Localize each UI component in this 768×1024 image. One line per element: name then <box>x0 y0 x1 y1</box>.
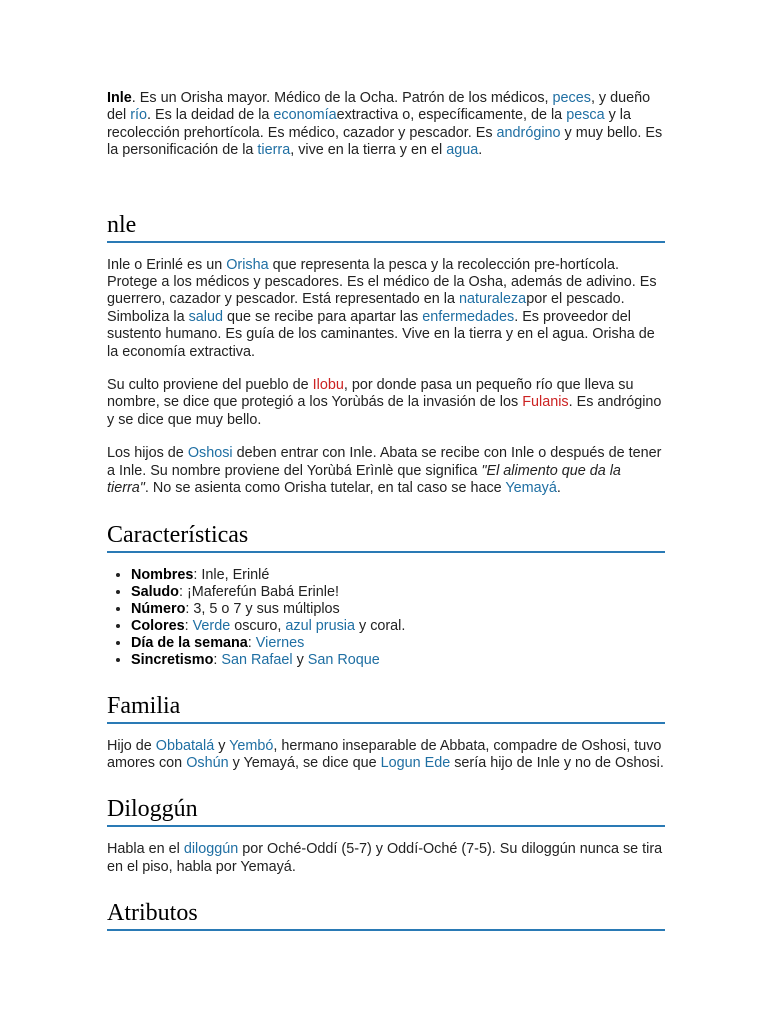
link-androgino[interactable]: andrógino <box>496 124 561 141</box>
caracteristicas-list <box>107 567 665 669</box>
link-viernes[interactable]: Viernes <box>255 634 305 651</box>
link-obbatala[interactable]: Obbatalá <box>155 737 215 754</box>
diloggun-paragraph: Habla en el diloggún por Oché-Oddí (5-7) y Oddí-Oché (7-5). Su diloggún nunca se tira en el piso, habla por Yemayá. <box>107 841 663 875</box>
heading-diloggun: Diloggún <box>107 794 665 827</box>
link-peces[interactable]: peces <box>552 90 591 106</box>
link-san-roque[interactable]: San Roque <box>307 651 380 668</box>
link-yemaya[interactable]: Yemayá <box>505 480 557 497</box>
link-logun-ede[interactable]: Logun Ede <box>380 754 451 771</box>
nle-paragraph-2: Su culto proviene del pueblo de Ilobu, por donde pasa un pequeño río que lleva su nombre, se dice que protegió a los Yorùbás de la invasión de los Fulanis. Es andrógino y se dice que muy bello. <box>107 377 662 428</box>
intro-name: Inle <box>107 90 132 106</box>
quote-meaning: "El alimento que da la tierra" <box>107 462 621 497</box>
list-item: • Nombres: Inle, Erinlé <box>131 567 665 584</box>
nle-paragraph-3: Los hijos de Oshosi deben entrar con Inle. Abata se recibe con Inle o después de tener a Inle. Su nombre proviene del Yorùbá Erìnlè que significa "El alimento que da la tierra". No se asienta como Orisha tutelar, en tal caso se hace Yemayá. <box>107 445 662 497</box>
heading-nle: nle <box>107 210 665 243</box>
article-content <box>107 90 665 945</box>
heading-caracteristicas: Características <box>107 520 665 553</box>
link-oshun[interactable]: Oshún <box>186 754 229 771</box>
link-yembo[interactable]: Yembó <box>229 737 274 754</box>
familia-paragraph: Hijo de Obbatalá y Yembó, hermano inseparable de Abbata, compadre de Oshosi, tuvo amores con Oshún y Yemayá, se dice que Logun Ede sería hijo de Inle y no de Oshosi. <box>107 737 664 771</box>
link-oshosi[interactable]: Oshosi <box>187 445 233 462</box>
list-item: • Número: 3, 5 o 7 y sus múltiplos <box>131 601 665 618</box>
heading-familia: Familia <box>107 691 665 724</box>
link-enfermedades[interactable]: enfermedades <box>422 308 515 325</box>
link-verde[interactable]: Verde <box>192 617 231 634</box>
link-diloggun[interactable]: diloggún <box>183 841 239 858</box>
link-agua[interactable]: agua <box>446 142 479 159</box>
heading-atributos: Atributos <box>107 898 665 931</box>
link-ilobu[interactable]: Ilobu <box>312 377 344 394</box>
link-economia[interactable]: economía <box>273 107 337 124</box>
list-item: • Saludo: ¡Maferefún Babá Erinle! <box>131 584 665 601</box>
link-pesca[interactable]: pesca <box>566 107 605 124</box>
link-san-rafael[interactable]: San Rafael <box>221 651 293 668</box>
link-naturaleza[interactable]: naturaleza <box>458 291 527 308</box>
nle-paragraph-1: Inle o Erinlé es un Orisha que representa la pesca y la recolección pre-hortícola. Protege a los médicos y pescadores. Es el médico de la Osha, además de adivino. Es guerrero, cazador y pescador. Está representado en la naturalezapor el pescado. Simboliza la salud que se recibe para apartar las enfermedades. Es proveedor del sustento humano. Es guía de los caminantes. Vive en la tierra y en el agua. Orisha de la economía extractiva. <box>107 256 657 360</box>
link-orisha[interactable]: Orisha <box>226 256 269 273</box>
link-salud[interactable]: salud <box>188 308 223 325</box>
list-item: • Sincretismo: San Rafael y San Roque <box>131 652 665 669</box>
link-fulanis[interactable]: Fulanis <box>522 394 569 411</box>
link-tierra[interactable]: tierra <box>257 142 291 159</box>
list-item: • Día de la semana: Viernes <box>131 635 665 652</box>
intro-paragraph: Inle. Es un Orisha mayor. Médico de la Ocha. Patrón de los médicos, peces, y dueño del río. Es la deidad de la economíaextractiva o, específicamente, de la pesca y la recolección prehortícola. Es médico, cazador y pescador. Es andrógino y muy bello. Es la personificación de la tierra, vive en la tierra y en el agua. <box>107 90 663 159</box>
list-item: • Colores: Verde oscuro, azul prusia y coral. <box>131 618 665 635</box>
link-rio[interactable]: río <box>130 107 147 124</box>
link-azul-prusia[interactable]: azul prusia <box>285 617 355 634</box>
